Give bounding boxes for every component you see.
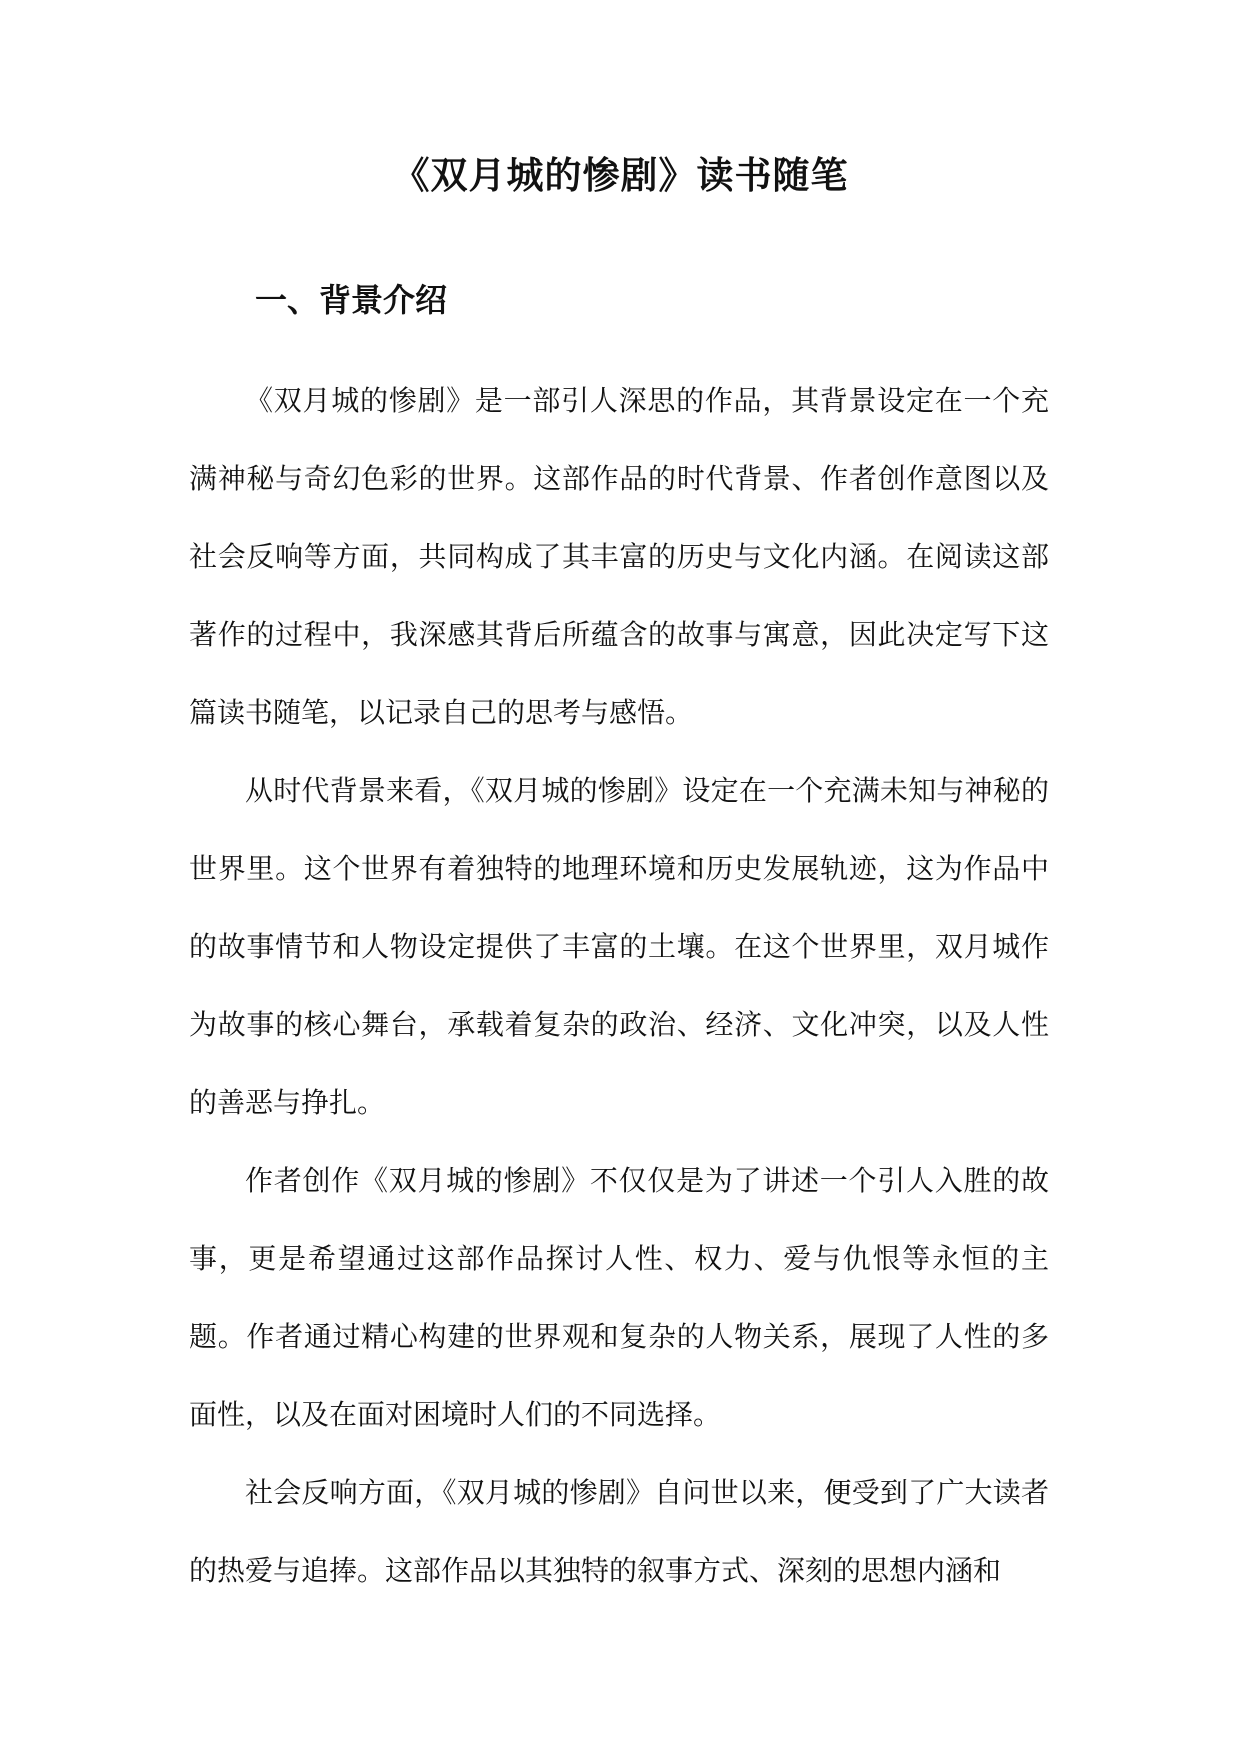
paragraph: 社会反响方面，《双月城的惨剧》自问世以来，便受到了广大读者的热爱与追捧。这部作品以其独特的叙事方式、深刻的思想内涵和	[189, 1476, 1049, 1587]
paragraph: 《双月城的惨剧》是一部引人深思的作品，其背景设定在一个充满神秘与奇幻色彩的世界。这部作品的时代背景、作者创作意图以及社会反响等方面，共同构成了其丰富的历史与文化内涵。在阅读这部著作的过程中，我深感其背后所蕴含的故事与寓意，因此决定写下这篇读书随笔，以记录自己的思考与感悟。	[189, 384, 1049, 729]
body-text	[189, 362, 1049, 1610]
section-heading: 一、背景介绍	[255, 281, 448, 319]
paragraph: 从时代背景来看，《双月城的惨剧》设定在一个充满未知与神秘的世界里。这个世界有着独特的地理环境和历史发展轨迹，这为作品中的故事情节和人物设定提供了丰富的土壤。在这个世界里，双月城作为故事的核心舞台，承载着复杂的政治、经济、文化冲突，以及人性的善恶与挣扎。	[189, 774, 1049, 1119]
paragraph: 作者创作《双月城的惨剧》不仅仅是为了讲述一个引人入胜的故事，更是希望通过这部作品探讨人性、权力、爱与仇恨等永恒的主题。作者通过精心构建的世界观和复杂的人物关系，展现了人性的多面性，以及在面对困境时人们的不同选择。	[189, 1164, 1049, 1431]
document-title: 《双月城的惨剧》读书随笔	[392, 154, 849, 197]
